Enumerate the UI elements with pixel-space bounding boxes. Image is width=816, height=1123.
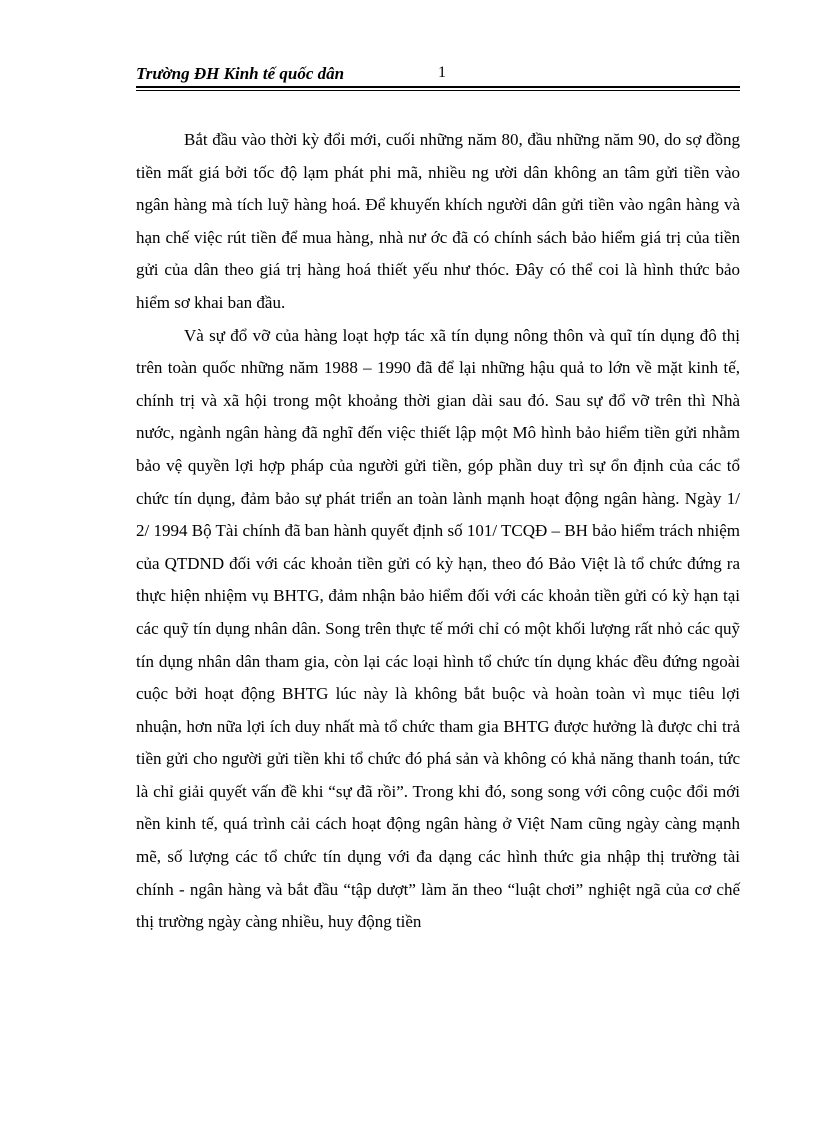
paragraph-2: Và sự đổ vỡ của hàng loạt hợp tác xã tín dụng nông thôn và quĩ tín dụng đô thị trên toàn quốc những năm 1988 – 1990 đã để lại những hậu quả to lớn về mặt kinh tế, chính trị và xã hội trong một khoảng thời gian dài sau đó. Sau sự đổ vỡ trên thì Nhà nước, ngành ngân hàng đã nghĩ đến việc thiết lập một Mô hình bảo hiểm tiền gửi nhằm bảo vệ quyền lợi hợp pháp của người gửi tiền, góp phần duy trì sự ổn định của các tổ chức tín dụng, đảm bảo sự phát triển an toàn lành mạnh hoạt động ngân hàng. Ngày 1/ 2/ 1994 Bộ Tài chính đã ban hành quyết định số 101/ TCQĐ – BH bảo hiểm trách nhiệm của QTDND đối với các khoản tiền gửi có kỳ hạn, theo đó Bảo Việt là tổ chức đứng ra thực hiện nhiệm vụ BHTG, đảm nhận bảo hiểm đối với các khoản tiền gửi có kỳ hạn tại các quỹ tín dụng nhân dân. Song trên thực tế mới chỉ có một khối lượng rất nhỏ các quỹ tín dụng nhân dân tham gia, còn lại các loại hình tổ chức tín dụng khác đều đứng ngoài cuộc bởi hoạt động BHTG lúc này là không bắt buộc và hoàn toàn vì mục tiêu lợi nhuận, hơn nữa lợi ích duy nhất mà tổ chức tham gia BHTG được hưởng là được chi trả tiền gửi cho người gửi tiền khi tổ chức đó phá sản và không có khả năng thanh toán, tức là chỉ giải quyết vấn đề khi “sự đã rồi”. Trong khi đó, song song với công cuộc đổi mới nền kinh tế, quá trình cải cách hoạt động ngân hàng ở Việt Nam cũng ngày càng mạnh mẽ, số lượng các tổ chức tín dụng với đa dạng các hình thức gia nhập thị trường tài chính - ngân hàng và bắt đầu “tập dượt” làm ăn theo “luật chơi” nghiệt ngã của cơ chế thị trường ngày càng nhiều, huy động tiền	[136, 325, 740, 932]
page-header	[136, 62, 740, 90]
header-rule-thin	[136, 90, 740, 91]
page-number: 1	[438, 64, 446, 81]
paragraph-1: Bắt đầu vào thời kỳ đổi mới, cuối những năm 80, đầu những năm 90, do sợ đồng tiền mất giá bởi tốc độ lạm phát phi mã, nhiều ng ười dân không an tâm gửi tiền vào ngân hàng mà tích luỹ hàng hoá. Để khuyến khích người dân gửi tiền vào ngân hàng và hạn chế việc rút tiền để mua hàng, nhà nư ớc đã có chính sách bảo hiểm giá trị của tiền gửi của dân theo giá trị hàng hoá thiết yếu như thóc. Đây có thể coi là hình thức bảo hiểm sơ khai ban đầu.	[136, 130, 740, 312]
header-rule-thick	[136, 86, 740, 88]
body-text	[136, 124, 740, 939]
header-title: Trường ĐH Kinh tế quốc dân	[136, 64, 345, 83]
